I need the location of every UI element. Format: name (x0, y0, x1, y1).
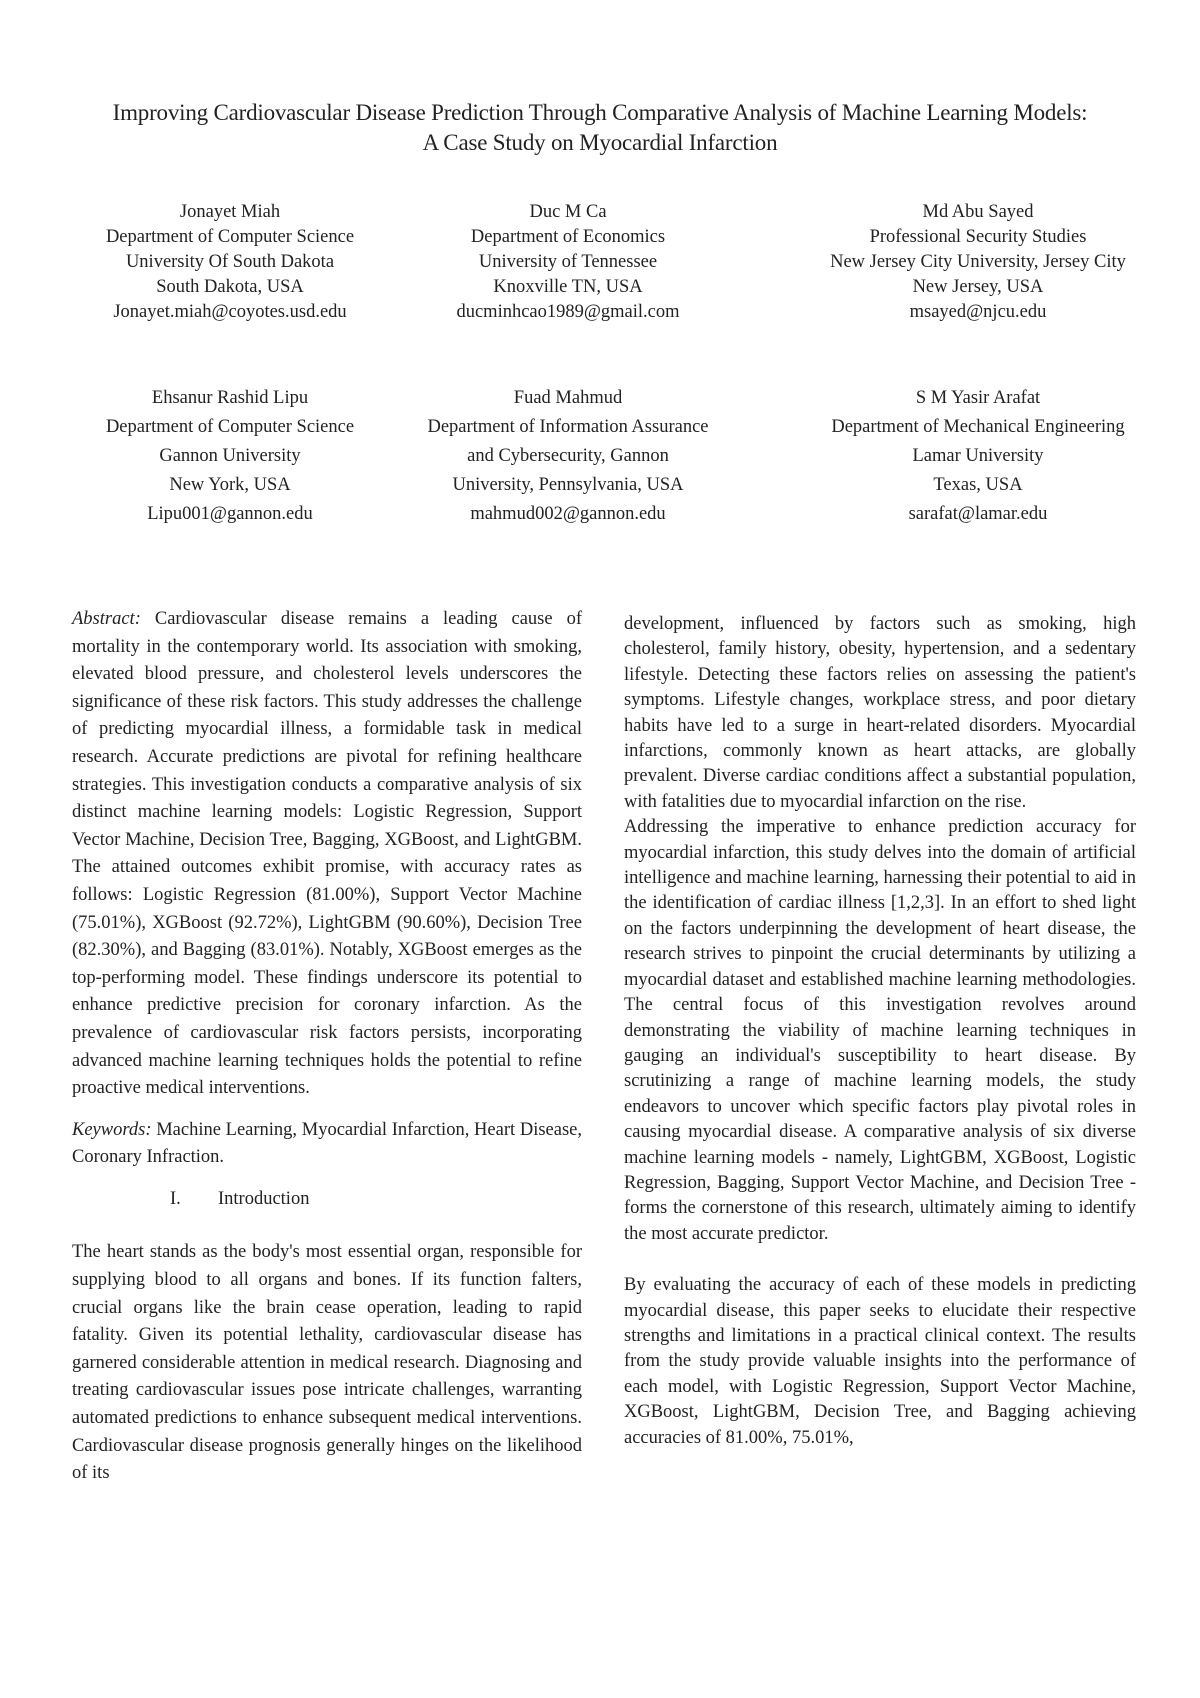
intro-paragraph: The heart stands as the body's most essential organ, responsible for supplying blood to all organs and bones. If its function falters, crucial organs like the brain cease operation, leading to rapid fatality. Given its potential lethality, cardiovascular disease has garnered considerable attention in medical research. Diagnosing and treating cardiovascular issues pose intricate challenges, warranting automated predictions to enhance subsequent medical interventions. Cardiovascular disease prognosis generally hinges on the likelihood of its (72, 1242, 582, 1484)
left-column (72, 606, 582, 1488)
author-location: New Jersey, USA (912, 277, 1044, 297)
body-paragraph-3: By evaluating the accuracy of each of these models in predicting myocardial disease, this paper seeks to elucidate their respective strengths and limitations in a practical clinical context. The results from the study provide valuable insights into the performance of each model, with Logistic Regression, Support Vector Machine, XGBoost, LightGBM, Decision Tree, and Bagging achieving accuracies of 81.00%, 75.01%, (624, 1275, 1136, 1448)
author-department: Department of Computer Science (105, 227, 355, 247)
body-paragraph-1: development, influenced by factors such as smoking, high cholesterol, family history, obesity, hypertension, and a sedentary lifestyle. Detecting these factors relies on assessing the patient's symptoms. Lifestyle changes, workplace stress, and poor dietary habits have led to a surge in heart-related disorders. Myocardial infarctions, commonly known as heart attacks, are globally prevalent. Diverse cardiac conditions affect a substantial population, with fatalities due to myocardial infarction on the rise. (624, 614, 1136, 812)
author-block-duc-m-ca (378, 200, 758, 325)
author-department: Department of Information Assurance (427, 417, 709, 437)
author-email: msayed@njcu.edu (909, 302, 1047, 322)
author-institution: and Cybersecurity, Gannon (467, 446, 669, 466)
author-department: Department of Computer Science (105, 417, 355, 437)
author-department: Professional Security Studies (869, 227, 1087, 247)
abstract-paragraph (72, 606, 582, 1103)
paper-title (40, 98, 1160, 158)
author-email: ducminhcao1989@gmail.com (456, 302, 680, 322)
author-block-jonayet-miah (40, 200, 420, 325)
author-block-s-m-yasir-arafat (788, 384, 1168, 529)
author-department: Department of Mechanical Engineering (831, 417, 1125, 437)
section-heading-introduction (72, 1186, 582, 1214)
author-location: Knoxville TN, USA (493, 277, 643, 297)
author-institution: Lamar University (912, 446, 1044, 466)
author-name: S M Yasir Arafat (915, 388, 1041, 408)
author-name: Ehsanur Rashid Lipu (151, 388, 309, 408)
section-number: I. (170, 1188, 181, 1209)
keywords-paragraph (72, 1117, 582, 1172)
author-institution: University Of South Dakota (125, 252, 335, 272)
author-name: Duc M Ca (529, 202, 607, 222)
author-name: Md Abu Sayed (922, 202, 1034, 222)
author-institution: New Jersey City University, Jersey City (830, 252, 1126, 272)
keywords-text: Machine Learning, Myocardial Infarction, Heart Disease, Coronary Infraction. (72, 1119, 582, 1168)
author-institution: University of Tennessee (478, 252, 658, 272)
abstract-label: Abstract: (72, 609, 141, 629)
author-location: South Dakota, USA (156, 277, 304, 297)
author-name: Jonayet Miah (179, 202, 281, 222)
keywords-label: Keywords: (72, 1119, 152, 1140)
author-email: sarafat@lamar.edu (908, 504, 1048, 524)
author-block-md-abu-sayed (788, 200, 1168, 325)
title-line-1: Improving Cardiovascular Disease Prediction Through Comparative Analysis of Machine Learning Models: (112, 100, 1088, 125)
right-column (624, 612, 1136, 1451)
abstract-text: Cardiovascular disease remains a leading cause of mortality in the contemporary world. Its association with smoking, elevated blood pressure, and cholesterol levels underscores the significance of these risk factors. This study addresses the challenge of predicting myocardial illness, a formidable task in medical research. Accurate predictions are pivotal for refining healthcare strategies. This investigation conducts a comparative analysis of six distinct machine learning models: Logistic Regression, Support Vector Machine, Decision Tree, Bagging, XGBoost, and LightGBM. The attained outcomes exhibit promise, with accuracy rates as follows: Logistic Regression (81.00%), Support Vector Machine (75.01%), XGBoost (92.72%), LightGBM (90.60%), Decision Tree (82.30%), and Bagging (83.01%). Notably, XGBoost emerges as the top-performing model. These findings underscore its potential to enhance predictive precision for coronary infarction. As the prevalence of cardiovascular risk factors persists, incorporating advanced machine learning techniques holds the potential to refine proactive medical interventions. (72, 609, 582, 1099)
title-line-2: A Case Study on Myocardial Infarction (422, 130, 778, 155)
section-title: Introduction (218, 1188, 310, 1209)
author-block-fuad-mahmud (378, 384, 758, 529)
author-block-ehsanur-rashid-lipu (40, 384, 420, 529)
author-location: New York, USA (169, 475, 291, 495)
author-email: mahmud002@gannon.edu (470, 504, 666, 524)
author-department: Department of Economics (470, 227, 666, 247)
author-location: Texas, USA (933, 475, 1023, 495)
author-institution: Gannon University (159, 446, 301, 466)
author-name: Fuad Mahmud (513, 388, 623, 408)
author-email: Lipu001@gannon.edu (147, 504, 313, 524)
author-email: Jonayet.miah@coyotes.usd.edu (113, 302, 347, 322)
author-location: University, Pennsylvania, USA (452, 475, 684, 495)
body-paragraph-2: Addressing the imperative to enhance prediction accuracy for myocardial infarction, this study delves into the domain of artificial intelligence and machine learning, harnessing their potential to aid in the identification of cardiac illness [1,2,3]. In an effort to shed light on the factors underpinning the development of heart disease, the research strives to pinpoint the crucial determinants by utilizing a myocardial dataset and established machine learning methodologies. The central focus of this investigation revolves around demonstrating the viability of machine learning techniques in gauging an individual's susceptibility to heart disease. By scrutinizing a range of machine learning models, the study endeavors to uncover which specific factors play pivotal roles in causing myocardial disease. A comparative analysis of six diverse machine learning models - namely, LightGBM, XGBoost, Logistic Regression, Bagging, Support Vector Machine, and Decision Tree - forms the cornerstone of this research, ultimately aiming to identify the most accurate predictor. (624, 817, 1136, 1244)
